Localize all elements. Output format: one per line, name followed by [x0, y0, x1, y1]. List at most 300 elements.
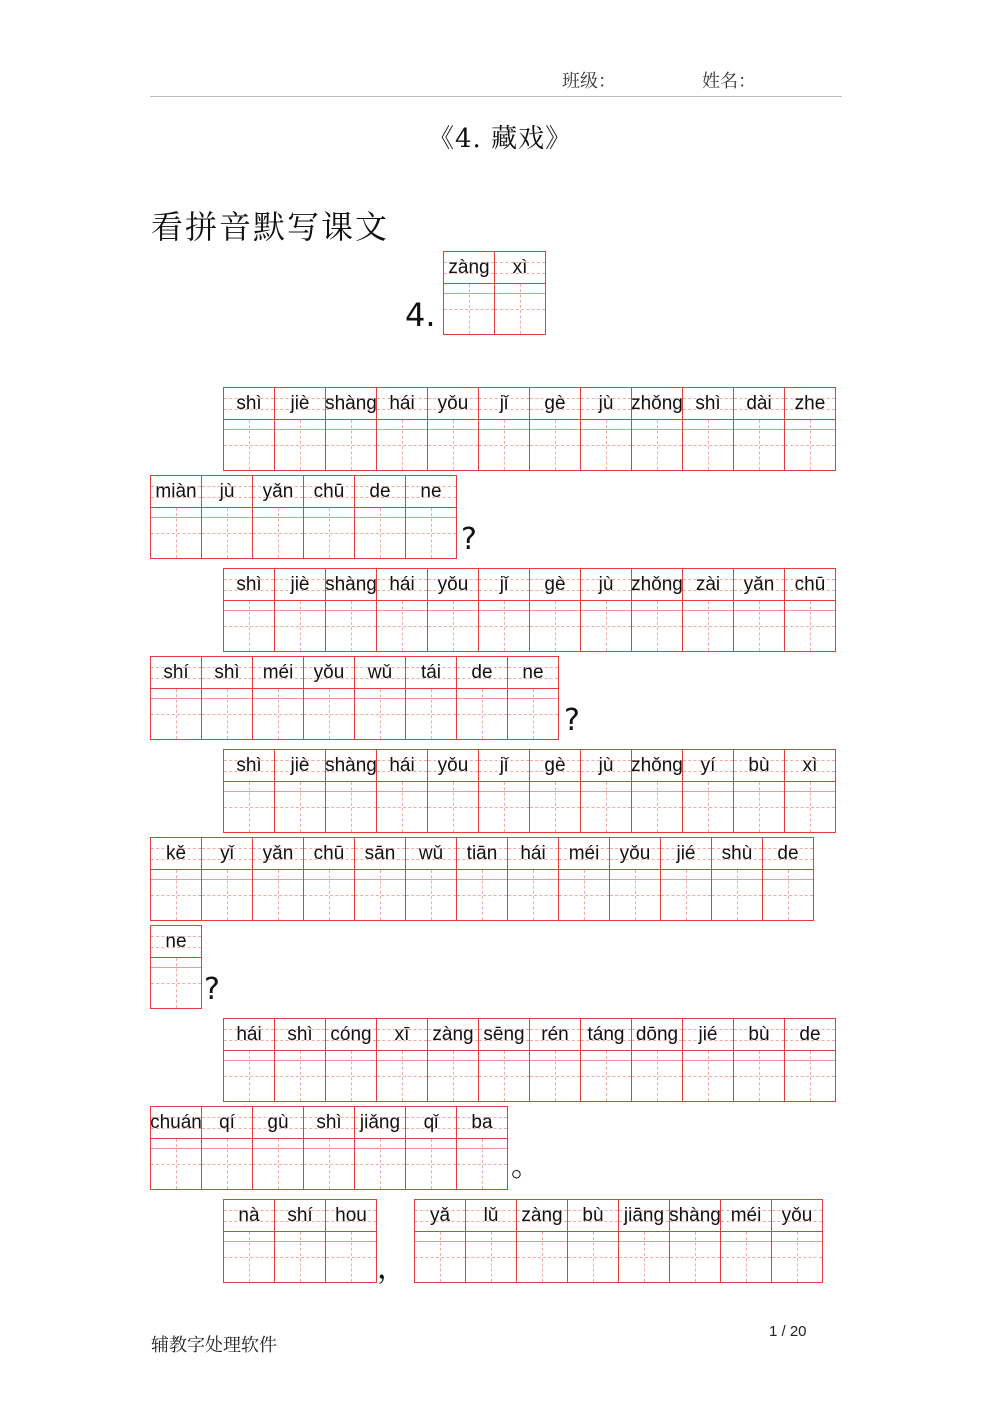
pinyin-box — [466, 1200, 516, 1232]
character-writing-box — [326, 1051, 376, 1101]
pinyin-text: shí — [287, 1204, 313, 1226]
pinyin-box — [326, 1200, 376, 1232]
pinyin-text: yǎn — [743, 573, 775, 595]
pinyin-text: jǐ — [499, 754, 509, 776]
lesson-number: 4. — [405, 296, 436, 334]
tianzi-cell — [223, 1199, 275, 1283]
pinyin-box — [785, 388, 835, 420]
character-writing-box — [304, 508, 354, 558]
character-writing-box — [508, 870, 558, 920]
pinyin-box — [632, 569, 682, 601]
character-writing-box — [275, 782, 325, 832]
pinyin-grid-row — [150, 475, 457, 559]
pinyin-text: jiāng — [623, 1204, 665, 1226]
pinyin-text: shí — [163, 661, 189, 683]
pinyin-text: jié — [698, 1023, 718, 1045]
pinyin-grid-row — [223, 1199, 377, 1283]
tianzi-cell — [720, 1199, 772, 1283]
tianzi-cell — [682, 749, 734, 833]
character-writing-box — [377, 782, 427, 832]
tianzi-cell — [252, 837, 304, 921]
character-writing-box — [406, 870, 456, 920]
pinyin-box — [326, 750, 376, 782]
pinyin-box — [304, 1107, 354, 1139]
character-writing-box — [581, 420, 631, 470]
tianzi-cell — [150, 475, 202, 559]
pinyin-text: zhǒng — [631, 754, 683, 776]
pinyin-text: zàng — [521, 1204, 563, 1226]
pinyin-box — [734, 750, 784, 782]
pinyin-box — [734, 569, 784, 601]
pinyin-text: zàng — [448, 256, 490, 278]
tianzi-cell — [660, 837, 712, 921]
character-writing-box — [683, 782, 733, 832]
pinyin-text: zhǒng — [631, 392, 683, 414]
pinyin-text: jù — [219, 480, 235, 502]
pinyin-text: shàng — [669, 1204, 721, 1226]
pinyin-box — [530, 1019, 580, 1051]
page-title: 《4. 藏戏》 — [428, 124, 573, 154]
pinyin-box — [326, 569, 376, 601]
character-writing-box — [632, 782, 682, 832]
tianzi-cell — [150, 837, 202, 921]
tianzi-cell — [150, 1106, 202, 1190]
tianzi-cell — [303, 837, 355, 921]
pinyin-text: wǔ — [367, 661, 393, 683]
pinyin-text: qí — [219, 1111, 235, 1133]
character-writing-box — [377, 1051, 427, 1101]
pinyin-text: yǎn — [262, 842, 294, 864]
character-writing-box — [151, 958, 201, 1008]
pinyin-box — [785, 750, 835, 782]
tianzi-cell — [507, 656, 559, 740]
pinyin-box — [683, 388, 733, 420]
character-writing-box — [610, 870, 660, 920]
pinyin-box — [734, 388, 784, 420]
tianzi-cell — [427, 568, 479, 652]
class-label: 班级： — [562, 71, 616, 92]
pinyin-box — [559, 838, 609, 870]
character-writing-box — [466, 1232, 516, 1282]
pinyin-box — [151, 657, 201, 689]
tianzi-cell — [325, 387, 377, 471]
pinyin-box — [406, 476, 456, 508]
pinyin-grid-row — [150, 925, 202, 1009]
pinyin-text: de — [799, 1023, 821, 1045]
pinyin-box — [275, 1019, 325, 1051]
pinyin-box — [683, 750, 733, 782]
tianzi-cell — [494, 251, 546, 335]
pinyin-box — [253, 838, 303, 870]
tianzi-cell — [443, 251, 495, 335]
pinyin-box — [406, 838, 456, 870]
pinyin-box — [304, 476, 354, 508]
pinyin-box — [734, 1019, 784, 1051]
character-writing-box — [479, 420, 529, 470]
character-writing-box — [712, 870, 762, 920]
character-writing-box — [457, 870, 507, 920]
pinyin-box — [224, 1019, 274, 1051]
pinyin-box — [683, 1019, 733, 1051]
pinyin-text: de — [777, 842, 799, 864]
tianzi-cell — [325, 568, 377, 652]
pinyin-box — [632, 1019, 682, 1051]
pinyin-box — [581, 1019, 631, 1051]
pinyin-text: jù — [598, 754, 614, 776]
pinyin-text: yǐ — [220, 842, 234, 864]
character-writing-box — [670, 1232, 720, 1282]
punctuation-mark: ， — [377, 1251, 407, 1286]
pinyin-text: hái — [236, 1023, 262, 1045]
pinyin-box — [619, 1200, 669, 1232]
pinyin-text: gù — [267, 1111, 289, 1133]
pinyin-text: hái — [389, 573, 415, 595]
pinyin-text: zàng — [432, 1023, 474, 1045]
pinyin-text: méi — [262, 661, 294, 683]
character-writing-box — [457, 1139, 507, 1189]
pinyin-text: méi — [730, 1204, 762, 1226]
character-writing-box — [568, 1232, 618, 1282]
header-divider — [150, 96, 842, 97]
character-writing-box — [530, 1051, 580, 1101]
pinyin-text: táng — [587, 1023, 625, 1045]
character-writing-box — [683, 420, 733, 470]
pinyin-text: kě — [165, 842, 187, 864]
tianzi-cell — [354, 656, 406, 740]
character-writing-box — [224, 601, 274, 651]
tianzi-cell — [631, 1018, 683, 1102]
pinyin-text: gè — [544, 573, 566, 595]
pinyin-grid-row — [223, 1018, 836, 1102]
tianzi-cell — [529, 568, 581, 652]
pinyin-text: gè — [544, 754, 566, 776]
pinyin-text: cóng — [330, 1023, 372, 1045]
tianzi-cell — [376, 387, 428, 471]
pinyin-text: chuán — [150, 1111, 202, 1133]
tianzi-cell — [303, 1106, 355, 1190]
tianzi-cell — [567, 1199, 619, 1283]
character-writing-box — [275, 420, 325, 470]
pinyin-text: bù — [582, 1204, 604, 1226]
pinyin-box — [224, 1200, 274, 1232]
tianzi-cell — [478, 387, 530, 471]
tianzi-cell — [609, 837, 661, 921]
pinyin-box — [355, 657, 405, 689]
punctuation-mark: 。 — [511, 1149, 541, 1184]
pinyin-box — [495, 252, 545, 284]
pinyin-box — [304, 657, 354, 689]
tianzi-cell — [529, 749, 581, 833]
pinyin-text: jǐ — [499, 573, 509, 595]
pinyin-box — [202, 476, 252, 508]
tianzi-cell — [478, 1018, 530, 1102]
pinyin-box — [457, 1107, 507, 1139]
tianzi-cell — [274, 749, 326, 833]
tianzi-cell — [529, 387, 581, 471]
pinyin-text: chū — [313, 842, 345, 864]
tianzi-cell — [405, 1106, 457, 1190]
tianzi-cell — [580, 1018, 632, 1102]
pinyin-text: hou — [335, 1204, 367, 1226]
pinyin-text: xī — [394, 1023, 410, 1045]
pinyin-text: shàng — [325, 754, 377, 776]
pinyin-text: qǐ — [423, 1111, 439, 1133]
pinyin-box — [406, 1107, 456, 1139]
pinyin-box — [530, 388, 580, 420]
pinyin-box — [406, 657, 456, 689]
pinyin-text: jiè — [290, 392, 310, 414]
pinyin-text: wǔ — [418, 842, 444, 864]
pinyin-box — [377, 569, 427, 601]
section-title: 看拼音默写课文 — [151, 208, 390, 246]
pinyin-text: jù — [598, 573, 614, 595]
tianzi-cell — [507, 837, 559, 921]
pinyin-grid-row — [223, 568, 836, 652]
tianzi-cell — [252, 656, 304, 740]
tianzi-cell — [252, 1106, 304, 1190]
pinyin-grid-row — [223, 749, 836, 833]
character-writing-box — [406, 508, 456, 558]
pinyin-box — [275, 750, 325, 782]
tianzi-cell — [325, 1199, 377, 1283]
pinyin-box — [151, 838, 201, 870]
tianzi-cell — [711, 837, 763, 921]
character-writing-box — [632, 420, 682, 470]
pinyin-box — [275, 388, 325, 420]
character-writing-box — [326, 1232, 376, 1282]
pinyin-text: de — [471, 661, 493, 683]
tianzi-cell — [771, 1199, 823, 1283]
tianzi-cell — [784, 749, 836, 833]
character-writing-box — [457, 689, 507, 739]
character-writing-box — [253, 870, 303, 920]
pinyin-box — [304, 838, 354, 870]
character-writing-box — [785, 782, 835, 832]
pinyin-text: ba — [471, 1111, 493, 1133]
pinyin-box — [479, 750, 529, 782]
pinyin-text: yǒu — [781, 1204, 813, 1226]
tianzi-cell — [478, 568, 530, 652]
tianzi-cell — [733, 1018, 785, 1102]
character-writing-box — [479, 1051, 529, 1101]
pinyin-box — [581, 750, 631, 782]
pinyin-box — [632, 750, 682, 782]
pinyin-box — [275, 569, 325, 601]
pinyin-box — [377, 750, 427, 782]
tianzi-cell — [223, 387, 275, 471]
tianzi-cell — [354, 1106, 406, 1190]
character-writing-box — [683, 1051, 733, 1101]
character-writing-box — [559, 870, 609, 920]
tianzi-cell — [223, 1018, 275, 1102]
tianzi-cell — [252, 475, 304, 559]
tianzi-cell — [354, 475, 406, 559]
character-writing-box — [377, 420, 427, 470]
character-writing-box — [763, 870, 813, 920]
tianzi-cell — [223, 568, 275, 652]
pinyin-box — [224, 388, 274, 420]
tianzi-cell — [631, 387, 683, 471]
character-writing-box — [275, 1232, 325, 1282]
tianzi-cell — [150, 925, 202, 1009]
tianzi-cell — [405, 656, 457, 740]
character-writing-box — [428, 601, 478, 651]
character-writing-box — [683, 601, 733, 651]
tianzi-cell — [682, 1018, 734, 1102]
pinyin-text: chū — [794, 573, 826, 595]
character-writing-box — [495, 284, 545, 334]
character-writing-box — [428, 782, 478, 832]
character-writing-box — [734, 782, 784, 832]
pinyin-text: yí — [700, 754, 716, 776]
pinyin-grid-row — [223, 387, 836, 471]
tianzi-cell — [376, 1018, 428, 1102]
pinyin-text: dài — [746, 392, 772, 414]
punctuation-mark: ? — [564, 703, 580, 738]
pinyin-box — [632, 388, 682, 420]
character-writing-box — [275, 1051, 325, 1101]
pinyin-box — [530, 750, 580, 782]
pinyin-text: sēng — [483, 1023, 525, 1045]
pinyin-box — [444, 252, 494, 284]
pinyin-text: bù — [748, 1023, 770, 1045]
tianzi-cell — [405, 475, 457, 559]
pinyin-box — [355, 838, 405, 870]
pinyin-text: shàng — [325, 573, 377, 595]
tianzi-cell — [682, 387, 734, 471]
pinyin-box — [428, 1019, 478, 1051]
tianzi-cell — [618, 1199, 670, 1283]
tianzi-cell — [427, 1018, 479, 1102]
tianzi-cell — [733, 387, 785, 471]
pinyin-text: gè — [544, 392, 566, 414]
pinyin-grid-row — [150, 837, 814, 921]
character-writing-box — [202, 1139, 252, 1189]
pinyin-text: jié — [676, 842, 696, 864]
pinyin-text: shù — [721, 842, 753, 864]
pinyin-text: xì — [512, 256, 528, 278]
pinyin-text: nà — [238, 1204, 260, 1226]
character-writing-box — [406, 689, 456, 739]
punctuation-mark: ? — [461, 522, 477, 557]
pinyin-box — [202, 1107, 252, 1139]
character-writing-box — [355, 1139, 405, 1189]
character-writing-box — [151, 689, 201, 739]
pinyin-box — [428, 569, 478, 601]
pinyin-text: ne — [165, 930, 187, 952]
character-writing-box — [428, 1051, 478, 1101]
pinyin-box — [151, 476, 201, 508]
character-writing-box — [377, 601, 427, 651]
pinyin-box — [517, 1200, 567, 1232]
tianzi-cell — [303, 475, 355, 559]
tianzi-cell — [456, 1106, 508, 1190]
character-writing-box — [581, 601, 631, 651]
tianzi-cell — [325, 749, 377, 833]
pinyin-text: yǎn — [262, 480, 294, 502]
tianzi-cell — [580, 568, 632, 652]
tianzi-cell — [405, 837, 457, 921]
name-label: 姓名： — [702, 71, 756, 92]
character-writing-box — [151, 870, 201, 920]
character-writing-box — [734, 420, 784, 470]
character-writing-box — [721, 1232, 771, 1282]
pinyin-box — [253, 1107, 303, 1139]
tianzi-cell — [354, 837, 406, 921]
pinyin-text: yǒu — [619, 842, 651, 864]
character-writing-box — [304, 689, 354, 739]
pinyin-text: shàng — [325, 392, 377, 414]
pinyin-text: yǒu — [437, 754, 469, 776]
pinyin-text: shì — [287, 1023, 313, 1045]
tianzi-cell — [274, 1199, 326, 1283]
character-writing-box — [151, 1139, 201, 1189]
character-writing-box — [530, 420, 580, 470]
pinyin-box — [721, 1200, 771, 1232]
tianzi-cell — [465, 1199, 517, 1283]
tianzi-cell — [201, 837, 253, 921]
character-writing-box — [530, 601, 580, 651]
character-writing-box — [428, 420, 478, 470]
pinyin-box — [428, 750, 478, 782]
tianzi-cell — [580, 387, 632, 471]
tianzi-cell — [733, 749, 785, 833]
tianzi-cell — [784, 1018, 836, 1102]
footer-software-name: 辅教字处理软件 — [151, 1335, 277, 1356]
character-writing-box — [355, 508, 405, 558]
character-writing-box — [479, 601, 529, 651]
pinyin-text: yǒu — [313, 661, 345, 683]
pinyin-box — [202, 657, 252, 689]
pinyin-text: xì — [802, 754, 818, 776]
pinyin-box — [355, 476, 405, 508]
pinyin-text: jǐ — [499, 392, 509, 414]
tianzi-cell — [456, 837, 508, 921]
pinyin-text: shì — [316, 1111, 342, 1133]
tianzi-cell — [631, 749, 683, 833]
pinyin-box — [508, 657, 558, 689]
pinyin-box — [457, 838, 507, 870]
pinyin-text: yǒu — [437, 573, 469, 595]
character-writing-box — [734, 601, 784, 651]
character-writing-box — [785, 420, 835, 470]
character-writing-box — [151, 508, 201, 558]
character-writing-box — [304, 870, 354, 920]
pinyin-text: rén — [541, 1023, 569, 1045]
character-writing-box — [253, 1139, 303, 1189]
pinyin-text: méi — [568, 842, 600, 864]
pinyin-box — [275, 1200, 325, 1232]
title-pinyin-grid — [443, 251, 546, 335]
character-writing-box — [202, 689, 252, 739]
pinyin-box — [224, 569, 274, 601]
pinyin-text: jiǎng — [359, 1111, 401, 1133]
pinyin-box — [772, 1200, 822, 1232]
pinyin-text: tái — [420, 661, 442, 683]
pinyin-text: dōng — [635, 1023, 679, 1045]
character-writing-box — [785, 1051, 835, 1101]
character-writing-box — [355, 870, 405, 920]
tianzi-cell — [784, 568, 836, 652]
pinyin-text: sān — [364, 842, 396, 864]
character-writing-box — [632, 601, 682, 651]
character-writing-box — [202, 870, 252, 920]
pinyin-box — [355, 1107, 405, 1139]
pinyin-text: de — [369, 480, 391, 502]
pinyin-box — [530, 569, 580, 601]
pinyin-text: zhe — [794, 392, 826, 414]
pinyin-box — [610, 838, 660, 870]
